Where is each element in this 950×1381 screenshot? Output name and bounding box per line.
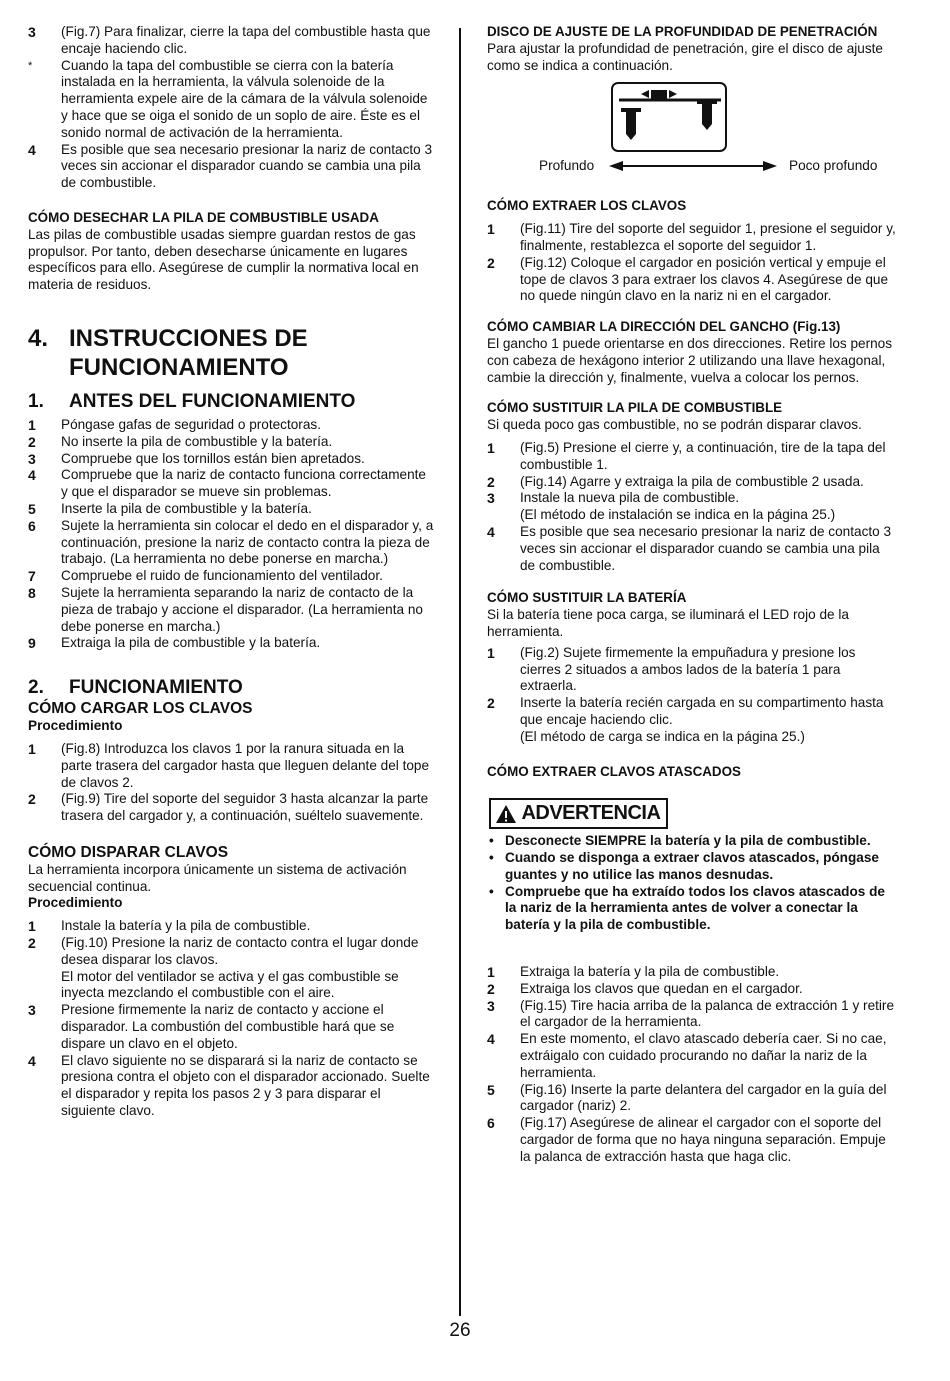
list-item: 1 Extraiga la batería y la pila de combustible. (487, 964, 780, 981)
depth-title: DISCO DE AJUSTE DE LA PROFUNDIDAD DE PENETRACIÓN (487, 24, 878, 39)
list-item: 4 Es posible que sea necesario presionar la nariz de contacto 3 veces sin accionar el disparador cuando se cambia una pila de combustible. (487, 523, 892, 573)
list-item: 1 (Fig.2) Sujete firmemente la empuñadura y presione los cierres 2 situados a ambos lados de la batería 1 para extraerla. (487, 644, 856, 694)
fire-text: La herramienta incorpora únicamente un sistema de activación secuencial continua. (28, 861, 407, 894)
battery-steps (487, 645, 897, 746)
list-item: 3 (Fig.15) Tire hacia arriba de la palanca de extracción 1 y retire el cargador de la herramienta. (487, 997, 895, 1030)
list-item: 2 (Fig.10) Presione la nariz de contacto contra el lugar donde desea disparar los clavos. El motor del ventilador se activa y el gas combustible se inyecta mezclando el combustible con el aire. (28, 935, 419, 1001)
list-item: 1 (Fig.8) Introduzca los clavos 1 por la ranura situada en la parte trasera del cargador hasta que lleguen delante del tope de clavos 2. (28, 740, 430, 790)
subsection-title-before: 1. ANTES DEL FUNCIONAMIENTO (28, 390, 356, 412)
list-item: 7 Compruebe el ruido de funcionamiento del ventilador. (28, 568, 383, 585)
list-item: 4 El clavo siguiente no se disparará si la nariz de contacto se presiona contra el objeto con el disparador accionado. Suelte el disparador y repita los pasos 2 y 3 para disparar el siguiente clavo. (28, 1052, 430, 1119)
section-title: 4. INSTRUCCIONES DE FUNCIONAMIENTO (28, 324, 308, 381)
list-item: 2 (Fig.9) Tire del soporte del seguidor 3 hasta alcanzar la parte trasera del cargador y, a continuación, suéltelo suavemente. (28, 791, 429, 824)
battery-title: CÓMO SUSTITUIR LA BATERÍA (487, 590, 687, 606)
fire-title: CÓMO DISPARAR CLAVOS (28, 843, 229, 861)
list-item: 2 (Fig.12) Coloque el cargador en posición vertical y empuje el tope de clavos 3 para extraer los clavos 4. Asegúrese de que no quede ningún clavo en la nariz ni en el cargador. (487, 254, 889, 304)
warning-triangle-icon (495, 804, 517, 824)
list-item: 3 Compruebe que los tornillos están bien apretados. (28, 450, 365, 467)
step-number: * (28, 59, 33, 72)
list-item: 1 (Fig.5) Presione el cierre y, a continuación, tire de la tapa del combustible 1. (487, 439, 886, 472)
page-number: 26 (449, 1320, 471, 1341)
list-item: 2 Extraiga los clavos que quedan en el cargador. (487, 980, 803, 997)
list-item: 3 Presione firmemente la nariz de contacto y accione el disparador. La combustión del combustible hará que se dispare un clavo en el objeto. (28, 1002, 395, 1051)
list-item: 6 (Fig.17) Asegúrese de alinear el cargador con el soporte del cargador de forma que no haya ninguna separación. Empuje la palanca de extracción hasta que haga clic. (487, 1115, 886, 1164)
extract-steps (487, 221, 897, 305)
list-item: 4 En este momento, el clavo atascado debería caer. Si no cae, extráigalo con cuidado procurando no dañar la nariz de la herramienta. (487, 1031, 887, 1080)
list-item: 2 No inserte la pila de combustible y la batería. (28, 433, 333, 450)
warning-label: ADVERTENCIA (521, 802, 661, 825)
list-item: 3 (Fig.7) Para finalizar, cierre la tapa del combustible hasta que encaje haciendo clic. (28, 24, 431, 56)
list-item: 2 (Fig.14) Agarre y extraiga la pila de combustible 2 usada. (487, 473, 864, 490)
list-item: 2 Inserte la batería recién cargada en su compartimento hasta que encaje haciendo clic. (El método de carga se indica en la página 25.) (487, 695, 884, 744)
before-steps (28, 417, 434, 652)
list-item: * Cuando la tapa del combustible se cierra con la batería instalada en la herramienta, la válvula solenoide de la herramienta expele aire de la cámara de la válvula solenoide y hace que se oiga el sonido de un soplo de aire. Éste es el sonido normal de activación de la herramienta. (28, 57, 428, 140)
list-item: 9 Extraiga la pila de combustible y la batería. (28, 635, 321, 652)
hook-title: CÓMO CAMBIAR LA DIRECCIÓN DEL GANCHO (Fig.13) (487, 319, 841, 335)
list-item: 6 Sujete la herramienta sin colocar el dedo en el disparador y, a continuación, presione la nariz de contacto contra la pieza de trabajo. (La herramienta no debe ponerse en marcha.) (28, 517, 434, 567)
list-item: 4 Es posible que sea necesario presionar la nariz de contacto 3 veces sin accionar el disparador cuando se cambia una pila de combustible. (28, 141, 433, 191)
list-item: 1 Póngase gafas de seguridad o protectoras. (28, 416, 321, 433)
dispose-text: Las pilas de combustible usadas siempre guardan restos de gas propulsor. Por tanto, deben desecharse únicamente en lugares específicos para ello. Asegúrese de cumplir la normativa local en materia de residuos. (28, 226, 419, 293)
list-item: 5 (Fig.16) Inserte la parte delantera del cargador en la guía del cargador (nariz) 2. (487, 1081, 887, 1114)
intro-steps (28, 24, 434, 192)
load-title: CÓMO CARGAR LOS CLAVOS (28, 700, 253, 718)
list-item: • Desconecte SIEMPRE la batería y la pila de combustible. (489, 833, 871, 849)
step-number: 4 (28, 141, 36, 158)
column-divider (459, 28, 461, 1316)
warning-badge (489, 798, 668, 829)
warning-list (487, 833, 897, 934)
double-arrow-icon (607, 158, 779, 174)
right-column (487, 24, 897, 1166)
extract-title: CÓMO EXTRAER LOS CLAVOS (487, 198, 687, 214)
step-number: 3 (28, 24, 36, 40)
list-item: 4 Compruebe que la nariz de contacto funciona correctamente y que el disparador se mueve sin problemas. (28, 467, 426, 500)
list-item: 3 Instale la nueva pila de combustible. (El método de instalación se indica en la página 25.) (487, 490, 836, 523)
jam-title: CÓMO EXTRAER CLAVOS ATASCADOS (487, 763, 741, 779)
list-item: • Compruebe que ha extraído todos los clavos atascados de la nariz de la herramienta antes de volver a conectar la batería y la pila de combustible. (489, 883, 885, 933)
fuel-steps (487, 440, 897, 574)
hook-text: El gancho 1 puede orientarse en dos direcciones. Retire los pernos con cabeza de hexágono interior 2 utilizando una llave hexagonal, cambie la dirección y, finalmente, vuelva a colocar los pernos. (487, 335, 893, 385)
load-procedure-label: Procedimiento (28, 718, 123, 734)
list-item: 8 Sujete la herramienta separando la nariz de contacto de la pieza de trabajo y accione el disparador. (La herramienta no debe ponerse en marcha.) (28, 584, 423, 634)
depth-dial-figure (487, 82, 897, 192)
battery-text: Si la batería tiene poca carga, se iluminará el LED rojo de la herramienta. (487, 607, 849, 639)
depth-deep-label: Profundo (539, 158, 595, 174)
depth-shallow-label: Poco profundo (789, 158, 878, 174)
jam-steps (487, 964, 897, 1166)
depth-text: Para ajustar la profundidad de penetración, gire el disco de ajuste como se indica a continuación. (487, 40, 883, 73)
dispose-title: CÓMO DESECHAR LA PILA DE COMBUSTIBLE USADA (28, 209, 379, 225)
list-item: • Cuando se disponga a extraer clavos atascados, póngase guantes y no utilice las manos desnudas. (489, 850, 879, 882)
load-steps (28, 741, 434, 825)
fuel-title: CÓMO SUSTITUIR LA PILA DE COMBUSTIBLE (487, 400, 783, 416)
fire-steps (28, 918, 434, 1120)
fire-procedure-label: Procedimiento (28, 895, 123, 911)
depth-dial-icon (611, 82, 727, 152)
subsection-title-operation: 2. FUNCIONAMIENTO (28, 677, 243, 699)
left-column (28, 24, 434, 1120)
list-item: 1 Instale la batería y la pila de combustible. (28, 918, 311, 935)
list-item: 5 Inserte la pila de combustible y la batería. (28, 500, 312, 517)
list-item: 1 (Fig.11) Tire del soporte del seguidor 1, presione el seguidor y, finalmente, restablezca el soporte del seguidor 1. (487, 221, 896, 253)
fuel-text: Si queda poco gas combustible, no se podrán disparar clavos. (487, 417, 862, 433)
